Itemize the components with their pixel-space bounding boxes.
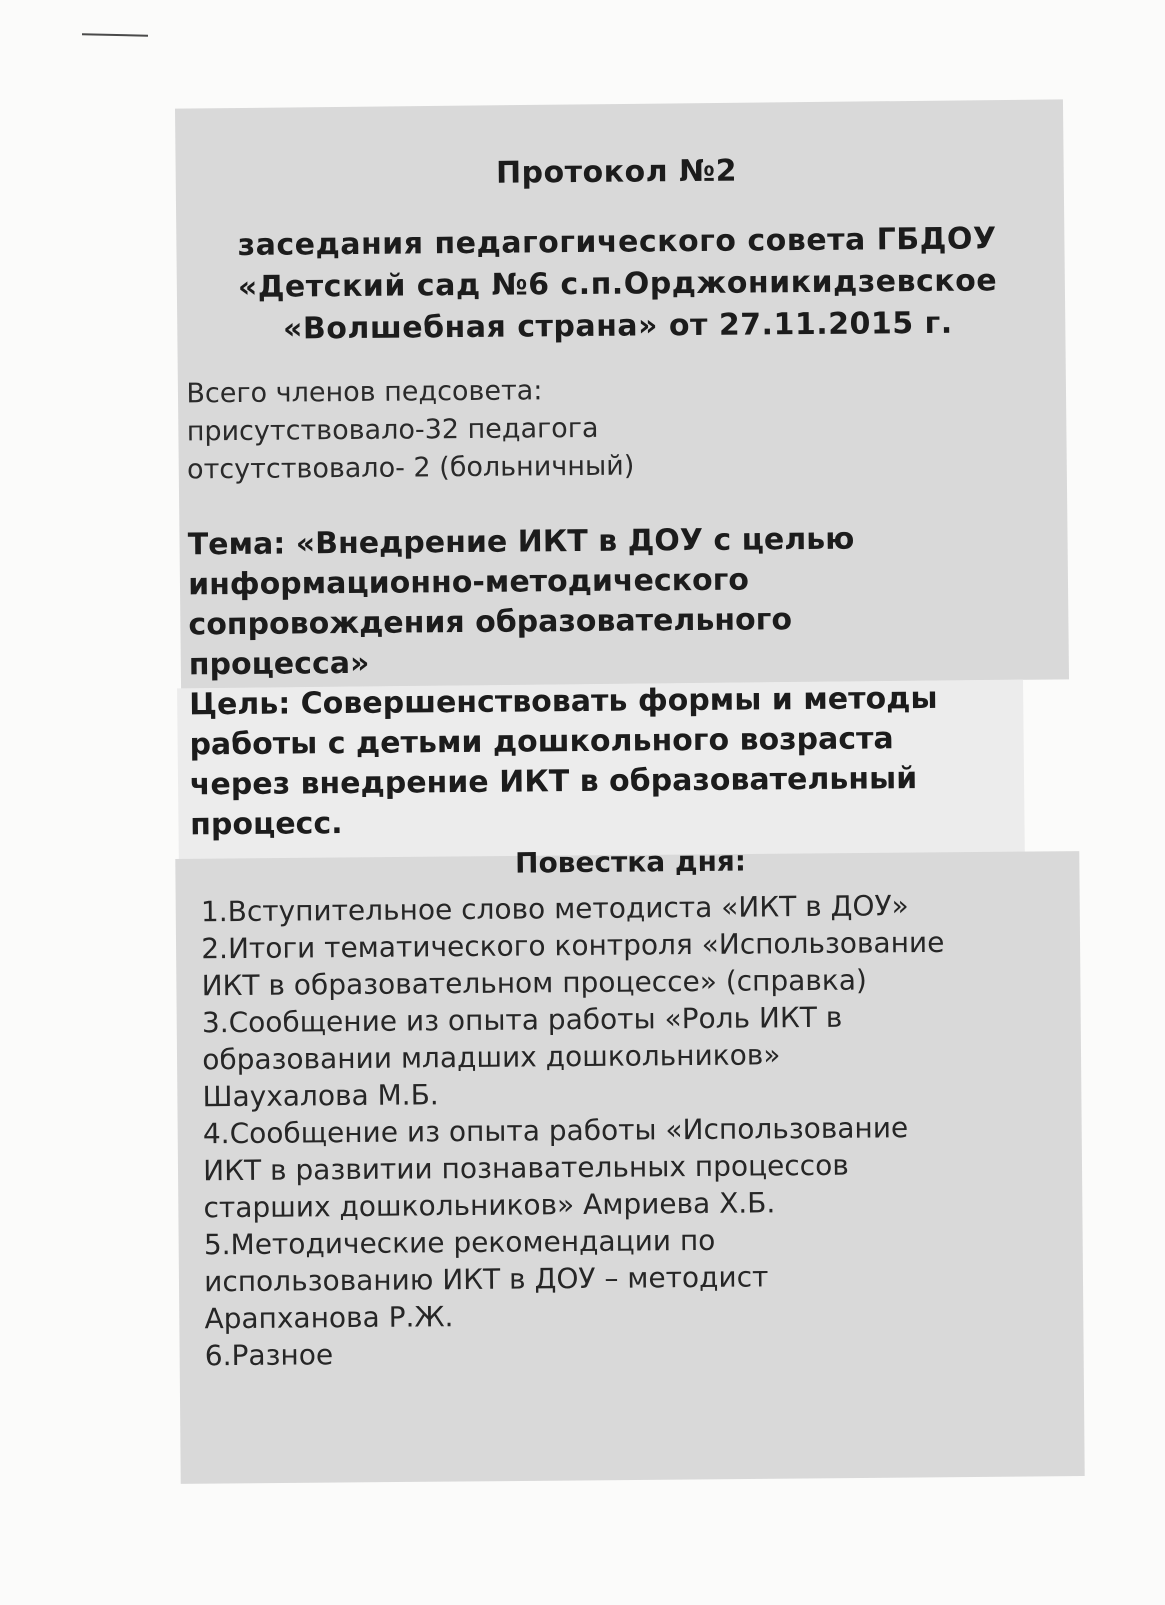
agenda-list [201, 886, 1075, 1375]
goal-line: Цель: Совершенствовать формы и методы [189, 680, 938, 723]
agenda-line: старших дошкольников» Амриева Х.Б. [203, 1186, 776, 1225]
agenda-line: ИКТ в развитии познавательных процессов [203, 1148, 849, 1188]
attendance-present: присутствовало-32 педагога [186, 412, 599, 448]
meeting-subtitle [173, 218, 1062, 352]
topic-line: сопровождения образовательного [188, 602, 793, 643]
agenda-line: Арапханова Р.Ж. [204, 1300, 454, 1336]
subtitle-line-2: «Детский сад №6 с.п.Орджоникидзевское [237, 263, 998, 305]
attendance-absent: отсутствовало- 2 (больничный) [186, 450, 635, 486]
goal-line: процесс. [190, 806, 343, 843]
topic-and-goal [188, 518, 1051, 845]
agenda-line: 6.Разное [204, 1338, 334, 1373]
agenda-line: 2.Итоги тематического контроля «Использование [201, 925, 945, 966]
agenda-line: 3.Сообщение из опыта работы «Роль ИКТ в [201, 1000, 843, 1040]
attendance-block [186, 372, 634, 490]
topic-line: Тема: «Внедрение ИКТ в ДОУ с целью [187, 521, 855, 563]
subtitle-line-3: «Волшебная страна» от 27.11.2015 г. [282, 305, 953, 347]
topic-line: процесса» [188, 645, 370, 683]
attendance-total: Всего членов педсовета: [186, 375, 543, 410]
agenda-line: использованию ИКТ в ДОУ – методист [204, 1260, 769, 1299]
agenda-title: Повестка дня: [514, 844, 747, 880]
agenda-line: 1.Вступительное слово методиста «ИКТ в ДОУ» [200, 889, 909, 929]
agenda-line: Шаухалова М.Б. [202, 1078, 439, 1114]
topic-line: информационно-методического [187, 562, 750, 603]
goal-line: работы с детьми дошкольного возраста [189, 721, 894, 763]
agenda-line: ИКТ в образовательном процессе» (справка) [201, 963, 867, 1003]
agenda-line: 5.Методические рекомендации по [203, 1223, 716, 1262]
agenda-line: образовании младших дошкольников» [202, 1038, 781, 1077]
goal-line: через внедрение ИКТ в образовательный [189, 761, 918, 803]
protocol-title: Протокол №2 [495, 153, 738, 191]
agenda-line: 4.Сообщение из опыта работы «Использование [202, 1111, 909, 1151]
subtitle-line-1: заседания педагогического совета ГБДОУ [237, 221, 997, 263]
